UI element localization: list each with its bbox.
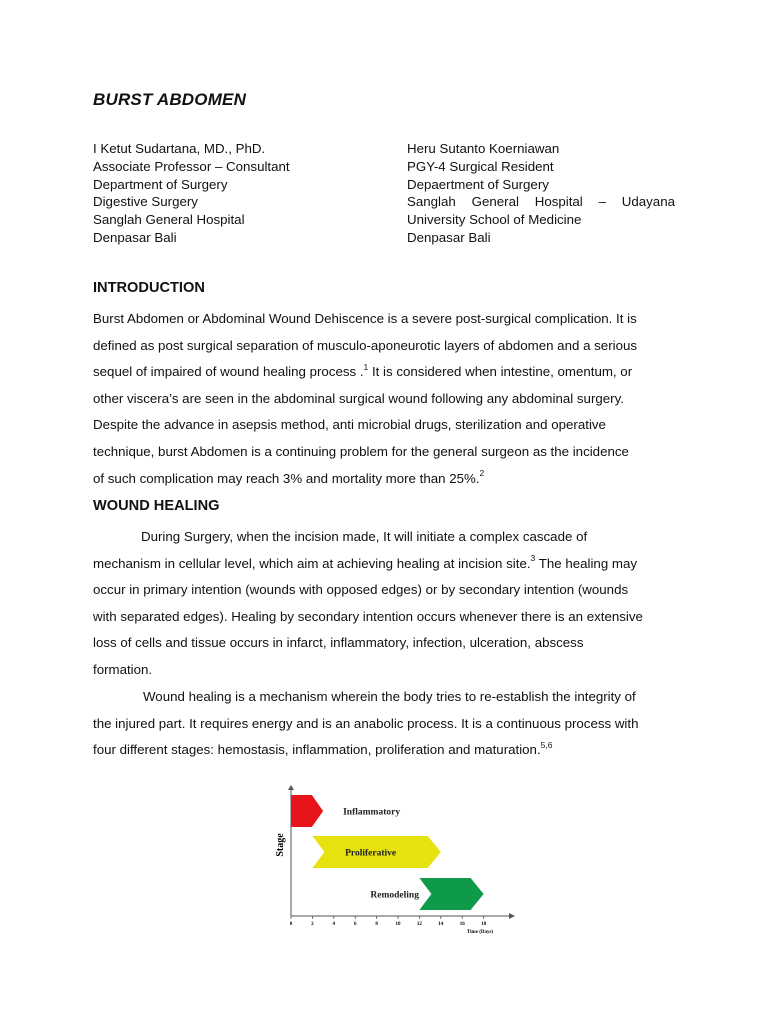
chart-x-tick-label: 0 — [289, 922, 293, 927]
text-line: Despite the advance in asepsis method, anti microbial drugs, sterilization and operative — [93, 417, 606, 433]
chart-x-tick-label: 8 — [375, 922, 378, 927]
section-heading-wound-healing: WOUND HEALING — [93, 498, 220, 514]
author-line: I Ketut Sudartana, MD., PhD. — [93, 141, 266, 156]
wound-healing-paragraph-2 — [93, 684, 675, 764]
text-line: formation. — [93, 661, 153, 677]
text-line: technique, burst Abdomen is a continuing problem for the general surgeon as the incidence — [93, 443, 629, 459]
citation-superscript: 3 — [530, 553, 536, 564]
chart-stage-bar-inflammatory — [291, 795, 323, 827]
author-block-right — [407, 140, 675, 247]
text-line: During Surgery, when the incision made, It will initiate a complex cascade of — [141, 529, 588, 544]
text-line: defined as post surgical separation of musculo-aponeurotic layers of abdomen and a serious — [93, 337, 638, 353]
author-line: Depaertment of Surgery — [407, 176, 549, 192]
author-line: Denpasar Bali — [93, 229, 177, 245]
chart-x-tick-label: 4 — [332, 922, 336, 927]
chart-x-tick-label: 6 — [353, 922, 357, 927]
chart-x-tick-label: 16 — [459, 922, 465, 927]
citation-superscript: 2 — [479, 468, 485, 479]
chart-x-tick-label: 10 — [395, 922, 401, 927]
chart-x-tick-label: 12 — [416, 922, 422, 927]
citation-superscript: 1 — [363, 361, 369, 372]
text-line — [93, 466, 675, 493]
author-line: Department of Surgery — [93, 176, 228, 192]
text-line — [93, 359, 675, 386]
author-affiliation-word: Udayana — [621, 194, 675, 210]
author-line: University School of Medicine — [407, 212, 582, 228]
chart-x-axis-label: Time (Days) — [466, 930, 494, 935]
chart-x-tick-label: 18 — [481, 922, 487, 927]
paper-title: BURST ABDOMEN — [93, 90, 247, 109]
chart-y-axis-label: Stage — [275, 833, 286, 857]
text-run: It is considered when intestine, omentum, or — [368, 364, 633, 380]
author-affiliation-word: Hospital — [534, 194, 583, 210]
author-line: Heru Sutanto Koerniawan — [407, 141, 560, 156]
chart-x-axis-arrow — [509, 913, 515, 919]
author-line: Digestive Surgery — [93, 194, 198, 210]
text-line: other viscera’s are seen in the abdominal surgical wound following any abdominal surgery. — [93, 390, 624, 406]
chart-stage-label: Proliferative — [345, 848, 397, 859]
author-block-left — [93, 140, 383, 247]
text-line — [93, 551, 675, 578]
author-line: PGY-4 Surgical Resident — [407, 158, 554, 174]
wound-healing-paragraph-1 — [93, 524, 675, 684]
text-line: occur in primary intention (wounds with opposed edges) or by secondary intention (wounds — [93, 582, 629, 598]
chart-stage-label: Remodeling — [370, 890, 419, 901]
text-run: mechanism in cellular level, which aim at achieving healing at incision site. — [93, 555, 531, 571]
citation-superscript: 5,6 — [540, 739, 553, 750]
text-run: of such complication may reach 3% and mortality more than 25%. — [93, 470, 480, 486]
author-affiliation-word: General — [471, 194, 519, 210]
section-heading-introduction: INTRODUCTION — [93, 280, 205, 296]
text-run: The healing may — [535, 555, 638, 571]
author-line: Sanglah General Hospital — [93, 212, 245, 228]
text-line — [93, 306, 675, 333]
text-run: four different stages: hemostasis, inflammation, proliferation and maturation. — [93, 742, 541, 758]
text-line: the injured part. It requires energy and is an anabolic process. It is a continuous process with — [93, 715, 639, 731]
author-affiliation-hospital: Sanglah — [407, 194, 456, 210]
chart-x-tick-label: 14 — [438, 922, 444, 927]
text-run: Burst Abdomen or Abdominal Wound Dehiscence is a severe post-surgical complication. It is — [93, 311, 637, 326]
author-line: Denpasar Bali — [407, 229, 491, 245]
chart-y-axis-arrow — [288, 785, 294, 790]
introduction-paragraph — [93, 306, 675, 492]
chart-stage-bar-remodeling — [419, 878, 483, 910]
text-line — [93, 737, 675, 764]
text-run: sequel of impaired of wound healing process . — [93, 364, 364, 380]
author-line: Associate Professor – Consultant — [93, 158, 290, 174]
author-line — [407, 193, 675, 211]
author-affiliation-word: – — [598, 194, 606, 210]
wound-healing-stage-chart — [272, 785, 517, 940]
chart-stage-label: Inflammatory — [343, 807, 401, 818]
text-line: loss of cells and tissue occurs in infarct, inflammatory, infection, ulceration, abscess — [93, 635, 584, 651]
text-line: with separated edges). Healing by secondary intention occurs whenever there is an extensive — [93, 608, 643, 624]
text-line: Wound healing is a mechanism wherein the body tries to re-establish the integrity of — [143, 689, 636, 704]
chart-x-tick-label: 2 — [311, 922, 314, 927]
